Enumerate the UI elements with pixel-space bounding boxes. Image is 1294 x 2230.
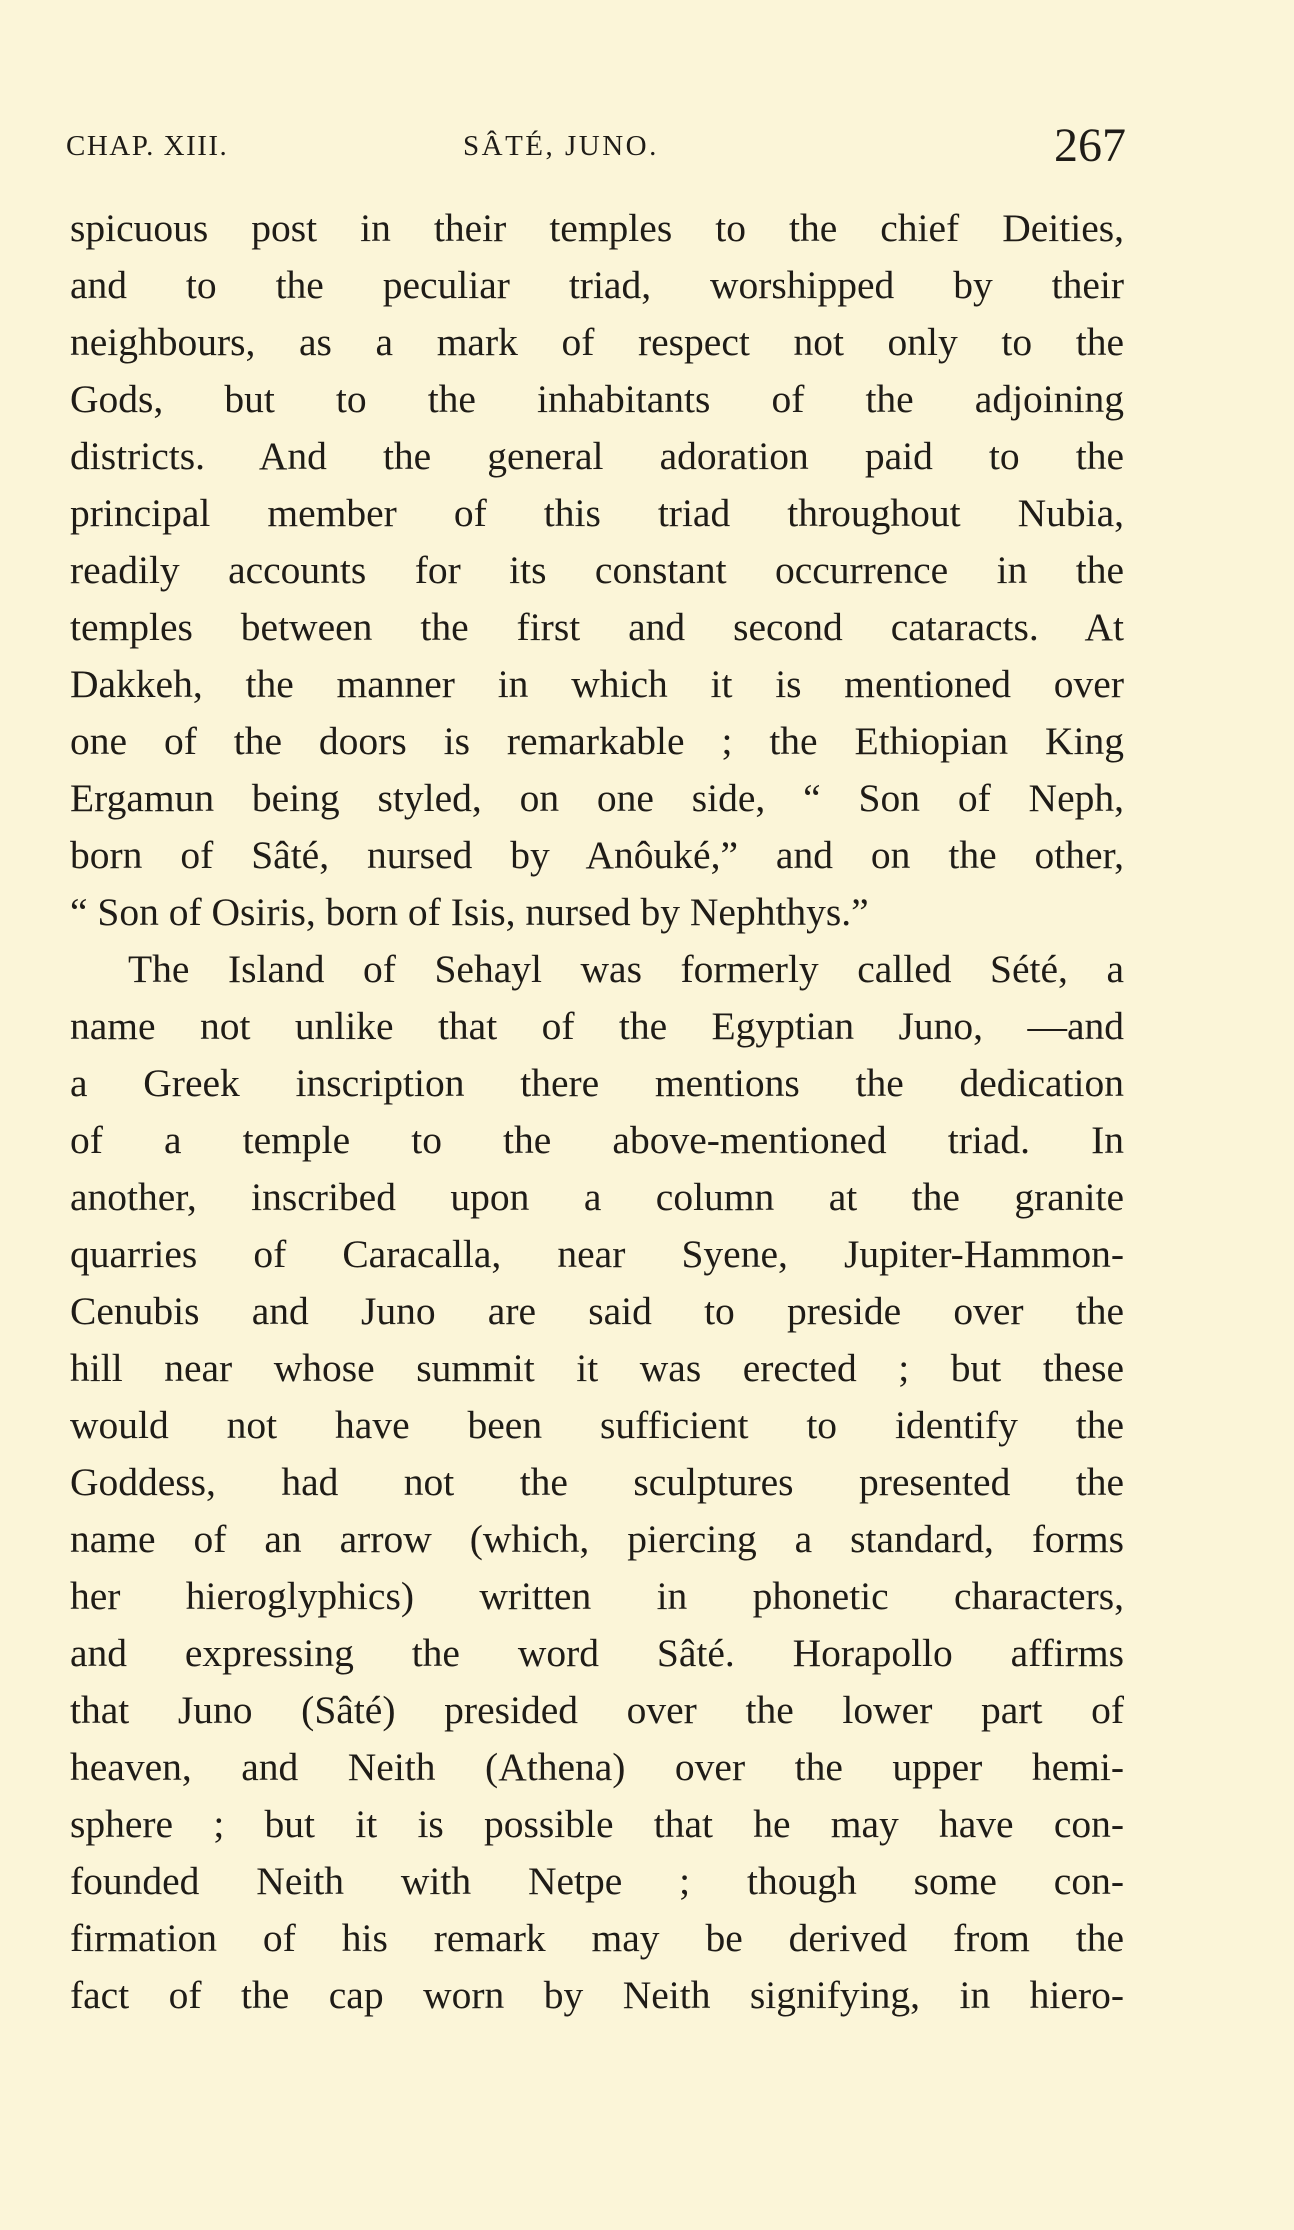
text-line: founded Neith with Netpe ; though some con-	[70, 1859, 1124, 1903]
text-line: quarries of Caracalla, near Syene, Jupiter-Hammon-	[70, 1232, 1124, 1276]
text-line: and to the peculiar triad, worshipped by their	[70, 263, 1124, 307]
text-line: a Greek inscription there mentions the dedication	[70, 1061, 1124, 1105]
text-line: heaven, and Neith (Athena) over the upper hemi-	[70, 1745, 1124, 1789]
page-number: 267	[1054, 119, 1126, 172]
text-line: born of Sâté, nursed by Anôuké,” and on the other,	[70, 833, 1124, 877]
text-line: readily accounts for its constant occurrence in the	[70, 548, 1124, 592]
text-line: Ergamun being styled, on one side, “ Son of Neph,	[70, 776, 1124, 820]
text-line: of a temple to the above-mentioned triad. In	[70, 1118, 1124, 1162]
text-line: firmation of his remark may be derived from the	[70, 1916, 1124, 1960]
text-line: name of an arrow (which, piercing a standard, forms	[70, 1517, 1124, 1561]
text-line: neighbours, as a mark of respect not only to the	[70, 320, 1124, 364]
text-line: that Juno (Sâté) presided over the lower part of	[70, 1688, 1124, 1732]
text-line: “ Son of Osiris, born of Isis, nursed by Nephthys.”	[70, 890, 869, 934]
text-line: and expressing the word Sâté. Horapollo affirms	[70, 1631, 1124, 1675]
text-line: one of the doors is remarkable ; the Ethiopian King	[70, 719, 1124, 763]
text-line: hill near whose summit it was erected ; but these	[70, 1346, 1124, 1390]
running-head	[66, 119, 1126, 172]
text-line: districts. And the general adoration paid to the	[70, 434, 1124, 478]
text-line: name not unlike that of the Egyptian Juno, —and	[70, 1004, 1124, 1048]
text-line: spicuous post in their temples to the chief Deities,	[70, 206, 1124, 250]
text-line: principal member of this triad throughout Nubia,	[70, 491, 1124, 535]
paragraph-first-line: The Island of Sehayl was formerly called Sété, a	[128, 947, 1124, 991]
text-line: fact of the cap worn by Neith signifying, in hiero-	[70, 1973, 1124, 2017]
text-line: Goddess, had not the sculptures presented the	[70, 1460, 1124, 1504]
chapter-label: CHAP. XIII.	[66, 130, 229, 162]
running-title: SÂTÉ, JUNO.	[463, 130, 659, 162]
text-line: Dakkeh, the manner in which it is mentioned over	[70, 662, 1124, 706]
text-line: Cenubis and Juno are said to preside over the	[70, 1289, 1124, 1333]
text-line: would not have been sufficient to identify the	[70, 1403, 1124, 1447]
text-line: sphere ; but it is possible that he may have con-	[70, 1802, 1124, 1846]
text-line: another, inscribed upon a column at the granite	[70, 1175, 1124, 1219]
text-line: Gods, but to the inhabitants of the adjoining	[70, 377, 1124, 421]
text-line: temples between the first and second cataracts. At	[70, 605, 1124, 649]
text-line: her hieroglyphics) written in phonetic characters,	[70, 1574, 1124, 1618]
body-text	[70, 200, 1124, 2024]
